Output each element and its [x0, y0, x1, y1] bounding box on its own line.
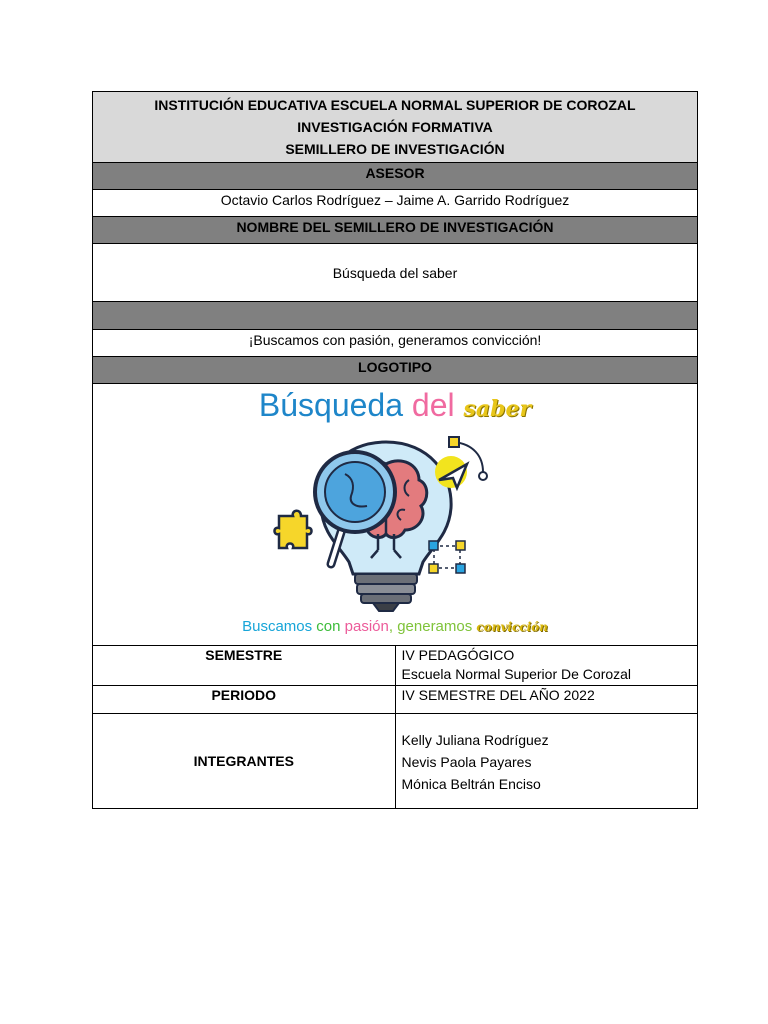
- logotipo-label: LOGOTIPO: [93, 357, 698, 384]
- semestre-line-1: IV PEDAGÓGICO: [401, 647, 515, 663]
- member-item: Nevis Paola Payares: [401, 754, 532, 770]
- logo-title: [93, 386, 697, 428]
- logo-slogan-word-2: con: [316, 618, 341, 635]
- formative-research-title: INVESTIGACIÓN FORMATIVA: [297, 119, 493, 135]
- logo-title-word-2: del: [411, 387, 455, 423]
- logo-illustration: [271, 434, 501, 616]
- asesor-label: ASESOR: [93, 163, 698, 190]
- member-item: Kelly Juliana Rodríguez: [401, 732, 549, 748]
- semestre-label: SEMESTRE: [93, 646, 396, 686]
- selection-nodes-icon: [429, 541, 465, 573]
- asesor-value: Octavio Carlos Rodríguez – Jaime A. Garrido Rodríguez: [93, 190, 698, 217]
- puzzle-piece-icon: [275, 511, 312, 548]
- periodo-value: IV SEMESTRE DEL AÑO 2022: [395, 686, 698, 714]
- logo-slogan-word-4: , generamos: [388, 618, 473, 635]
- logo-title-word-1: Búsqueda: [258, 387, 403, 423]
- logo-title-word-3: saber: [463, 396, 532, 422]
- semestre-line-2: Escuela Normal Superior De Corozal: [401, 666, 632, 682]
- cursor-arrow-icon: [435, 437, 487, 488]
- logo-slogan: [93, 617, 697, 637]
- header-cell: [93, 92, 698, 163]
- semillero-name-value: Búsqueda del saber: [93, 244, 698, 302]
- semestre-value: [395, 646, 698, 686]
- periodo-label: PERIODO: [93, 686, 396, 714]
- logo-slogan-word-5: convicción: [476, 620, 548, 634]
- semillero-table: [92, 91, 698, 809]
- institution-title: INSTITUCIÓN EDUCATIVA ESCUELA NORMAL SUPERIOR DE COROZAL: [154, 97, 636, 113]
- integrantes-list: [395, 714, 698, 809]
- integrantes-label: INTEGRANTES: [93, 714, 396, 809]
- empty-section-bar: [93, 302, 698, 330]
- logo-cell: [93, 384, 698, 646]
- member-item: Mónica Beltrán Enciso: [401, 776, 541, 792]
- research-seedbed-title: SEMILLERO DE INVESTIGACIÓN: [285, 141, 505, 157]
- semillero-name-label: NOMBRE DEL SEMILLERO DE INVESTIGACIÓN: [93, 217, 698, 244]
- logo-slogan-word-3: pasión: [344, 618, 389, 635]
- document-sheet: [92, 91, 698, 809]
- slogan-text: ¡Buscamos con pasión, generamos convicción!: [93, 330, 698, 357]
- logo-slogan-word-1: Buscamos: [242, 618, 313, 635]
